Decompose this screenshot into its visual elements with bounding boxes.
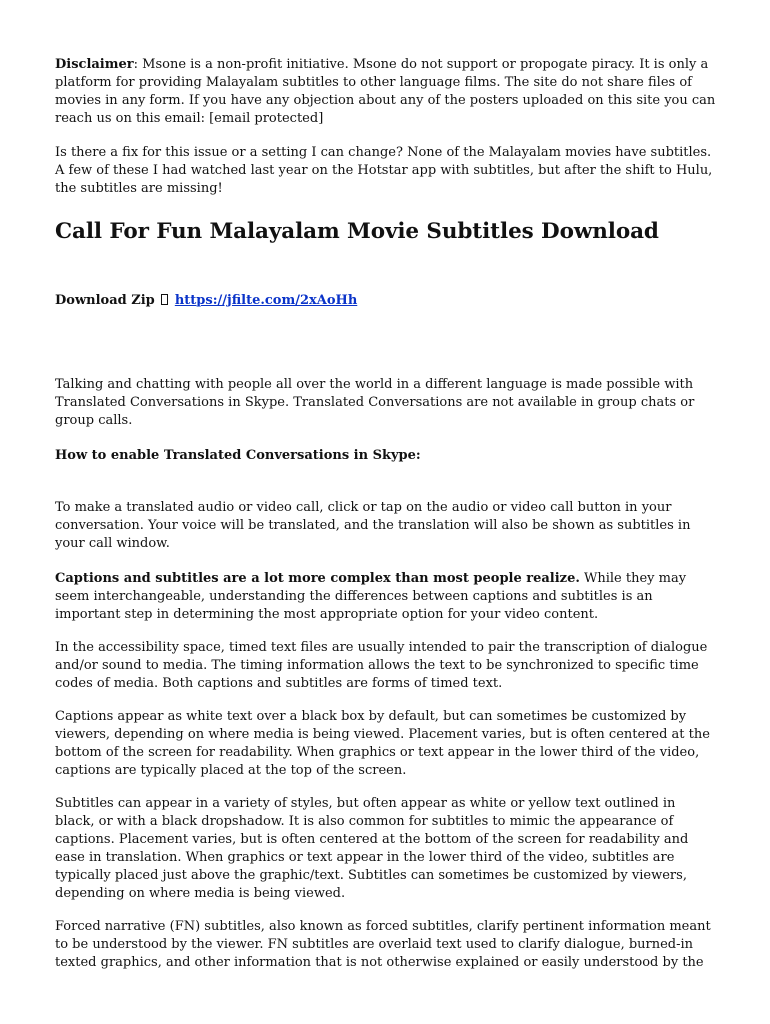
disclaimer-text: : Msone is a non-profit initiative. Msone do not support or propogate piracy. It is only a platform for providing Malayalam subtitles to other language films. The site do not share files of movies in any form. If you have any objection about any of the posters uploaded on this site you can reach us on this email: [email protected] bbox=[55, 57, 716, 126]
download-label: Download Zip bbox=[55, 293, 155, 308]
skype-intro-paragraph: Talking and chatting with people all over the world in a different language is made possible with Translated Conversations in Skype. Translated Conversations are not available in group chats or group calls. bbox=[55, 377, 695, 428]
captions-appear-paragraph: Captions appear as white text over a black box by default, but can sometimes be customized by viewers, depending on where media is being viewed. Placement varies, but is often centered at the bottom of the screen for readability. When graphics or text appear in the lower third of the video, captions are typically placed at the top of the screen. bbox=[55, 709, 710, 778]
captions-intro-paragraph bbox=[55, 570, 716, 624]
captions-rest-text: While they may seem interchangeable, understanding the differences between captions and subtitles is an important step in determining the most appropriate option for your video content. bbox=[55, 571, 687, 622]
disclaimer-label: Disclaimer bbox=[55, 57, 134, 72]
disclaimer-paragraph bbox=[55, 56, 716, 128]
download-line bbox=[55, 292, 716, 310]
captions-bold-sentence: Captions and subtitles are a lot more complex than most people realize. bbox=[55, 571, 580, 586]
arrow-glyph-icon bbox=[161, 294, 168, 305]
accessibility-paragraph: In the accessibility space, timed text files are usually intended to pair the transcription of dialogue and/or sound to media. The timing information allows the text to be synchronized to specific time codes of media. Both captions and subtitles are forms of timed text. bbox=[55, 640, 708, 691]
how-to-heading: How to enable Translated Conversations in Skype: bbox=[55, 448, 421, 463]
question-paragraph: Is there a fix for this issue or a setting I can change? None of the Malayalam movies have subtitles. A few of these I had watched last year on the Hotstar app with subtitles, but after the shift to Hulu, the subtitles are missing! bbox=[55, 145, 713, 196]
subtitles-styles-paragraph: Subtitles can appear in a variety of styles, but often appear as white or yellow text outlined in black, or with a black dropshadow. It is also common for subtitles to mimic the appearance of captions. Placement varies, but is often centered at the bottom of the screen for readability and ease in translation. When graphics or text appear in the lower third of the video, subtitles are typically placed just above the graphic/text. Subtitles can sometimes be customized by viewers, depending on where media is being viewed. bbox=[55, 796, 689, 901]
video-call-paragraph: To make a translated audio or video call, click or tap on the audio or video call button in your conversation. Your voice will be translated, and the translation will also be shown as subtitles in your call window. bbox=[55, 500, 691, 551]
page-title: Call For Fun Malayalam Movie Subtitles Download bbox=[55, 219, 659, 244]
download-link[interactable]: https://jfilte.com/2xAoHh bbox=[174, 293, 358, 308]
forced-narrative-paragraph: Forced narrative (FN) subtitles, also known as forced subtitles, clarify pertinent information meant to be understood by the viewer. FN subtitles are overlaid text used to clarify dialogue, burned-in texted graphics, and other information that is not otherwise explained or easily understood by the bbox=[55, 919, 711, 970]
